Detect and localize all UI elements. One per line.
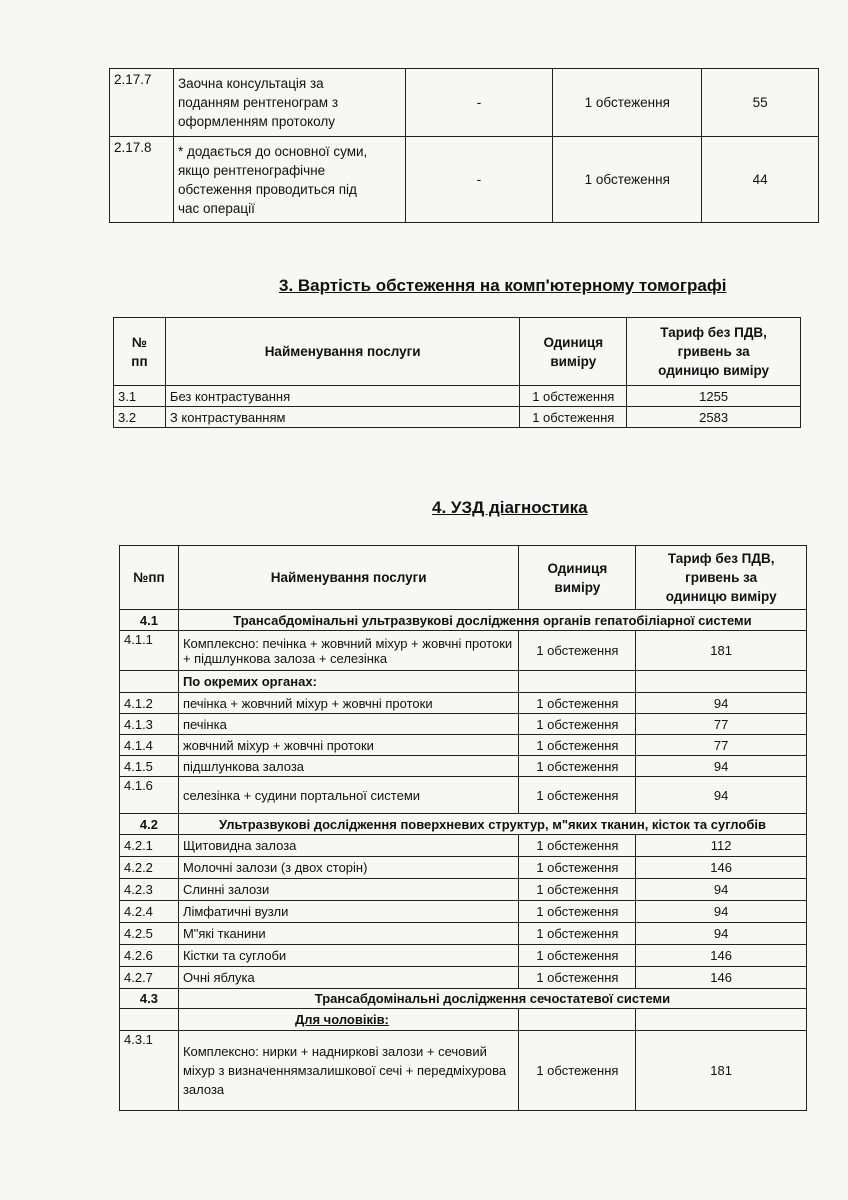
header-line: №	[131, 334, 147, 350]
unit-cell: 1 обстеження	[520, 407, 627, 428]
header-unit	[519, 546, 636, 610]
service-number: 4.1.2	[120, 693, 179, 714]
ct-scan-table	[113, 317, 801, 428]
unit-cell: 1 обстеження	[519, 1031, 636, 1111]
service-name-line: Заочна консультація за	[177, 76, 324, 91]
service-name-line: обстеження проводиться під	[177, 181, 357, 197]
service-name: Слинні залози	[178, 879, 519, 901]
service-name: підшлункова залоза	[178, 756, 519, 777]
unit-cell: 1 обстеження	[519, 857, 636, 879]
table-row	[120, 835, 807, 857]
service-number: 4.2.6	[120, 945, 179, 967]
price-cell: 181	[636, 1031, 807, 1111]
header-line: одиницю виміру	[665, 589, 777, 604]
unit-cell: 1 обстеження	[519, 901, 636, 923]
unit-cell: 1 обстеження	[519, 756, 636, 777]
unit-cell: 1 обстеження	[519, 835, 636, 857]
table-row	[120, 1031, 807, 1111]
price-cell: 94	[636, 923, 807, 945]
service-number: 2.17.8	[110, 137, 174, 223]
service-number: 4.1.4	[120, 735, 179, 756]
unit-cell	[519, 1009, 636, 1031]
header-line: виміру	[554, 579, 601, 595]
unit-cell: 1 обстеження	[519, 879, 636, 901]
service-name: З контрастуванням	[165, 407, 519, 428]
service-number: 2.17.7	[110, 69, 174, 137]
price-cell: 94	[636, 901, 807, 923]
service-number: 4.1.3	[120, 714, 179, 735]
table-row	[110, 69, 819, 137]
header-service-name: Найменування послуги	[165, 318, 519, 386]
header-line: гривень за	[685, 570, 758, 585]
unit-cell	[519, 671, 636, 693]
price-cell: 112	[636, 835, 807, 857]
unit-cell: 1 обстеження	[553, 69, 702, 137]
service-name: Молочні залози (з двох сторін)	[178, 857, 519, 879]
price-cell: 181	[636, 631, 807, 671]
table-row	[110, 137, 819, 223]
unit-cell: 1 обстеження	[519, 631, 636, 671]
section-name: Ультразвукові дослідження поверхневих структур, м"яких тканин, кісток та суглобів	[178, 814, 806, 835]
table-row	[114, 386, 801, 407]
unit-cell: 1 обстеження	[519, 714, 636, 735]
table-row	[120, 756, 807, 777]
service-number: 4.1.5	[120, 756, 179, 777]
price-cell: 2583	[627, 407, 801, 428]
service-name: Щитовидна залоза	[178, 835, 519, 857]
service-number: 3.2	[114, 407, 166, 428]
service-name-line: * додається до основної суми,	[177, 143, 368, 159]
table-row	[120, 631, 807, 671]
section-row	[120, 989, 807, 1009]
unit-cell: 1 обстеження	[519, 945, 636, 967]
section-name: Трансабдомінальні дослідження сечостатевої системи	[178, 989, 806, 1009]
service-number: 4.2.1	[120, 835, 179, 857]
service-number: 4.3.1	[120, 1031, 179, 1111]
ultrasound-table	[119, 545, 807, 1111]
header-line: гривень за	[677, 344, 750, 359]
service-number	[120, 1009, 179, 1031]
service-number: 4.1.1	[120, 631, 179, 671]
section-number: 4.3	[120, 989, 179, 1009]
header-line: одиницю виміру	[658, 363, 770, 378]
service-name: печінка	[178, 714, 519, 735]
subheader-label: Для чоловіків:	[178, 1009, 519, 1031]
table-row	[120, 879, 807, 901]
table-row	[120, 945, 807, 967]
service-name-line: оформленням протоколу	[177, 114, 335, 129]
section-3-title: 3. Вартість обстеження на комп'ютерному томографі	[279, 276, 727, 295]
table-row	[120, 735, 807, 756]
header-service-name: Найменування послуги	[178, 546, 519, 610]
table-header-row	[114, 318, 801, 386]
price-cell: 55	[702, 69, 819, 137]
unit-cell: 1 обстеження	[553, 137, 702, 223]
service-name	[173, 69, 405, 137]
price-cell: 146	[636, 967, 807, 989]
price-cell: 77	[636, 735, 807, 756]
service-number: 4.2.4	[120, 901, 179, 923]
unit-cell: 1 обстеження	[519, 735, 636, 756]
table-row	[120, 857, 807, 879]
unit-cell: 1 обстеження	[519, 923, 636, 945]
price-cell: 94	[636, 756, 807, 777]
table-row	[120, 693, 807, 714]
unit-cell: 1 обстеження	[519, 777, 636, 814]
table-row	[120, 714, 807, 735]
header-price	[627, 318, 801, 386]
section-row	[120, 814, 807, 835]
subheader-row	[120, 1009, 807, 1031]
section-number: 4.2	[120, 814, 179, 835]
price-cell	[636, 1009, 807, 1031]
header-number: №пп	[120, 546, 179, 610]
header-line: пп	[131, 353, 148, 369]
table-row	[120, 901, 807, 923]
section-4-title: 4. УЗД діагностика	[432, 498, 588, 517]
dash-cell: -	[405, 137, 553, 223]
service-name: М"які тканини	[178, 923, 519, 945]
service-name-line: поданням рентгенограм з	[177, 95, 339, 110]
price-cell: 146	[636, 857, 807, 879]
header-unit	[520, 318, 627, 386]
service-number: 4.1.6	[120, 777, 179, 814]
service-name: Лімфатичні вузли	[178, 901, 519, 923]
service-number	[120, 671, 179, 693]
price-cell: 1255	[627, 386, 801, 407]
unit-cell: 1 обстеження	[520, 386, 627, 407]
header-line: Тариф без ПДВ,	[667, 551, 775, 566]
price-cell: 77	[636, 714, 807, 735]
service-number: 4.2.5	[120, 923, 179, 945]
service-name: селезінка + судини портальної системи	[178, 777, 519, 814]
price-cell: 94	[636, 777, 807, 814]
subheader-row	[120, 671, 807, 693]
service-number: 4.2.2	[120, 857, 179, 879]
table-row	[120, 923, 807, 945]
section-name: Трансабдомінальні ультразвукові дослідження органів гепатобіліарної системи	[178, 610, 806, 631]
header-line: Одиниця	[543, 334, 604, 350]
header-line: Одиниця	[547, 560, 608, 576]
subheader-label: По окремих органах:	[178, 671, 519, 693]
previous-services-table	[109, 68, 819, 223]
table-header-row	[120, 546, 807, 610]
price-cell: 94	[636, 879, 807, 901]
price-cell	[636, 671, 807, 693]
service-number: 4.2.3	[120, 879, 179, 901]
header-line: виміру	[550, 353, 597, 369]
header-price	[636, 546, 807, 610]
service-name: Очні яблука	[178, 967, 519, 989]
service-number: 4.2.7	[120, 967, 179, 989]
dash-cell: -	[405, 69, 553, 137]
service-name-line: якщо рентгенографічне	[177, 162, 326, 178]
service-name: Без контрастування	[165, 386, 519, 407]
service-name: Комплексно: нирки + надниркові залози + сечовий міхур з визначеннямзалишкової сечі + передміхурова залоза	[178, 1031, 519, 1111]
unit-cell: 1 обстеження	[519, 967, 636, 989]
unit-cell: 1 обстеження	[519, 693, 636, 714]
section-number: 4.1	[120, 610, 179, 631]
header-line: Тариф без ПДВ,	[660, 325, 767, 340]
price-cell: 44	[702, 137, 819, 223]
service-number: 3.1	[114, 386, 166, 407]
service-name	[173, 137, 405, 223]
service-name-line: час операції	[177, 200, 255, 216]
table-row	[114, 407, 801, 428]
service-name: печінка + жовчний міхур + жовчні протоки	[178, 693, 519, 714]
header-number	[114, 318, 166, 386]
price-cell: 146	[636, 945, 807, 967]
service-name: Кістки та суглоби	[178, 945, 519, 967]
price-cell: 94	[636, 693, 807, 714]
service-name: жовчний міхур + жовчні протоки	[178, 735, 519, 756]
service-name: Комплексно: печінка + жовчний міхур + жовчні протоки + підшлункова залоза + селезінка	[178, 631, 519, 671]
table-row	[120, 777, 807, 814]
table-row	[120, 967, 807, 989]
section-row	[120, 610, 807, 631]
